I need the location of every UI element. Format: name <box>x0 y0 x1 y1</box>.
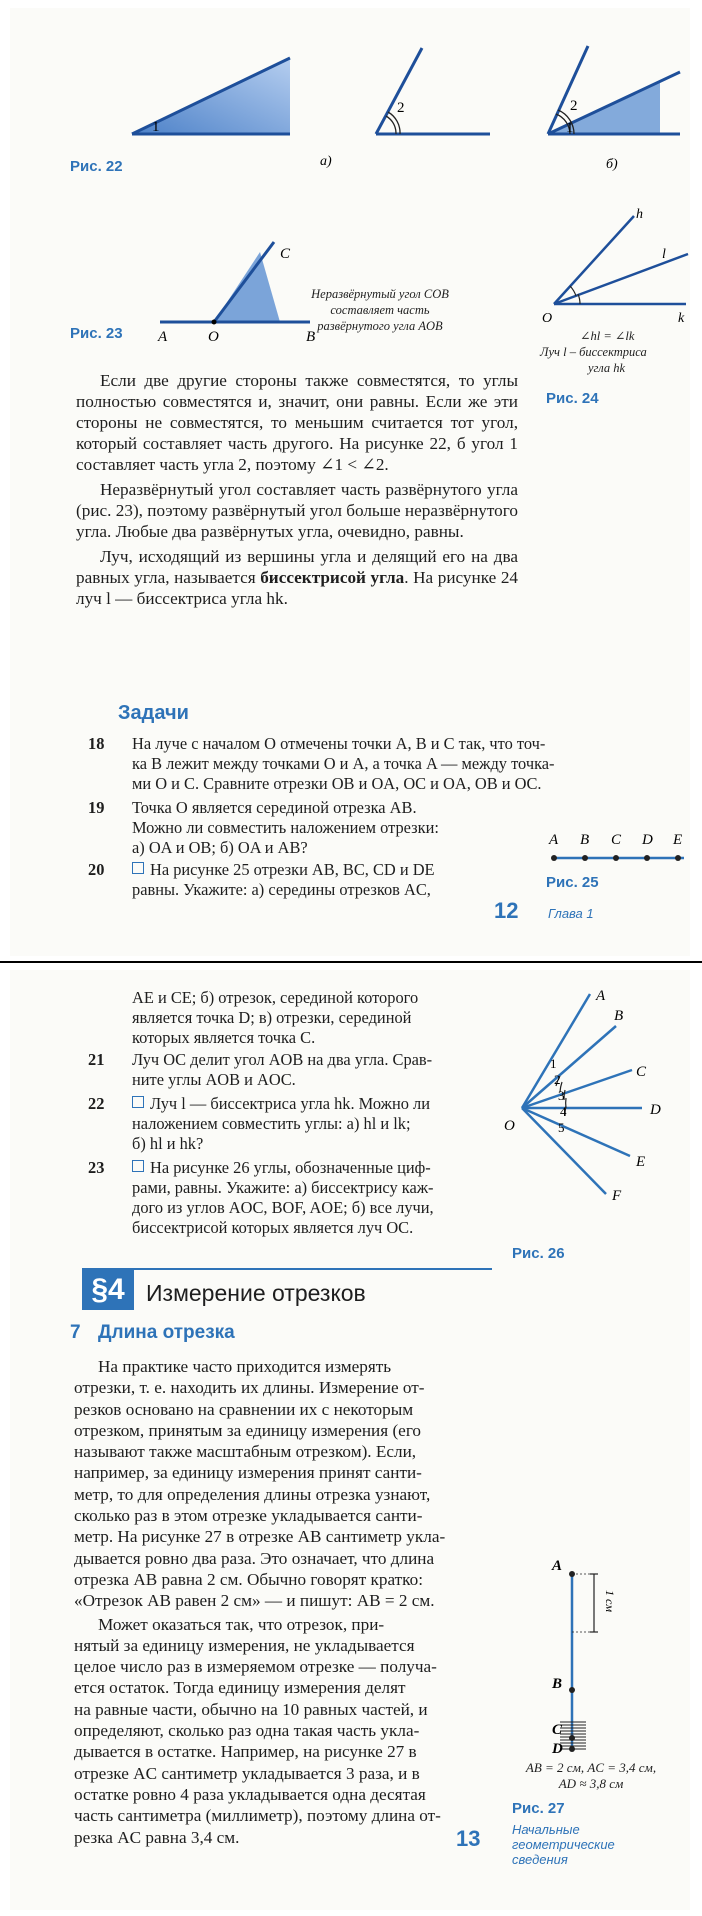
text-line: метр. На рисунке 27 в отрезке AB сантиметр укла- <box>74 1527 446 1547</box>
task-line: На луче с началом O отмечены точки A, B и C так, что точ- <box>132 734 546 753</box>
task-number: 18 <box>88 734 105 753</box>
point-b-label: B <box>552 1676 563 1692</box>
angle-cob-fill <box>214 252 280 322</box>
task-20-continued <box>88 988 518 1048</box>
fig26-angle-label: 2 <box>554 1072 561 1087</box>
subfigure-b-label: б) <box>606 157 618 172</box>
figure-22 <box>100 28 690 178</box>
task-line: которых является точка C. <box>132 1028 316 1047</box>
ray-h <box>554 216 634 304</box>
formula-line: AD ≈ 3,8 см <box>558 1776 624 1791</box>
fig26-ray-label: C <box>636 1064 647 1080</box>
fig26-ray-label: F <box>612 1188 622 1204</box>
page-number: 13 <box>456 1826 481 1851</box>
fig23-note-line: составляет часть <box>330 303 430 317</box>
fig26-caption: Рис. 26 <box>512 1245 565 1262</box>
task-19 <box>88 798 518 862</box>
fig22-caption: Рис. 22 <box>70 158 123 175</box>
task-text <box>132 798 439 858</box>
subfigure-a-label: а) <box>320 154 332 169</box>
subsection-number: 7 <box>70 1322 81 1343</box>
fig23-caption: Рис. 23 <box>70 325 123 342</box>
fig26-ray <box>522 1026 616 1108</box>
fig26-ray <box>522 1108 630 1156</box>
angle-1-label: 1 <box>152 119 160 135</box>
textbook-page-12 <box>10 8 690 956</box>
task-text <box>132 860 435 900</box>
task-line: б) hl и hk? <box>132 1134 204 1153</box>
task-20 <box>88 860 518 904</box>
fig24-note <box>540 328 690 376</box>
fig25-point <box>613 855 619 861</box>
text-line: остатке ровно 4 раза укладывается одна десятая <box>74 1784 426 1804</box>
main-text <box>74 1356 498 1848</box>
difficulty-square-icon <box>132 1160 144 1172</box>
task-line: наложением совместить углы: а) hl и lk; <box>132 1114 411 1133</box>
fig25-point <box>551 855 557 861</box>
text-line: отрезке AC сантиметр укладывается 3 раза, и в <box>74 1763 420 1783</box>
figure-26 <box>502 980 692 1230</box>
task-text <box>132 734 555 794</box>
fig23-note-line: Неразвёрнутый угол COB <box>311 287 449 301</box>
fig26-ray <box>522 994 590 1108</box>
task-number: 20 <box>88 860 105 879</box>
text-line: часть сантиметра (миллиметр), поэтому длина от- <box>74 1806 441 1826</box>
text-line: «Отрезок AB равен 2 см» — и пишут: AB = 2 см. <box>74 1591 435 1611</box>
task-line: ните углы AOB и AOC. <box>132 1070 296 1089</box>
point-a-label: A <box>158 329 168 345</box>
fig26-angle-label: 4 <box>560 1104 567 1119</box>
fig25-point-label: A <box>549 832 559 848</box>
difficulty-square-icon <box>132 1096 144 1108</box>
fig25-point-label: B <box>580 832 590 848</box>
text-line: ется остаток. Тогда единицу измерения делят <box>74 1678 406 1698</box>
task-line: ми O и C. Сравните отрезки OB и OA, OC и OA, OB и OC. <box>132 774 542 793</box>
chapter-label-line: Начальные <box>512 1822 580 1837</box>
text-line: отрезка AB равна 2 см. Обычно говорят кратко: <box>74 1569 423 1589</box>
task-line: Можно ли совместить наложением отрезки: <box>132 818 439 837</box>
fig26-ray <box>522 1070 632 1108</box>
text-line: резков основано на сравнении их с некоторым <box>74 1399 414 1419</box>
fig26-point-o-label: O <box>504 1118 515 1134</box>
fig25-point <box>675 855 681 861</box>
page-number: 12 <box>494 898 519 923</box>
point-d-label: D <box>552 1741 563 1757</box>
main-text <box>76 370 518 613</box>
paragraph-bisector-definition <box>76 546 518 609</box>
angle-b-2-label: 2 <box>570 98 578 114</box>
task-21 <box>88 1050 518 1092</box>
fig24-note-line: ∠hl = ∠lk <box>580 329 635 343</box>
task-line: AE и CE; б) отрезок, серединой которого <box>132 988 419 1007</box>
point-c-label: C <box>280 246 291 262</box>
fig25-point-label: E <box>673 832 683 848</box>
fig24-note-line: угла hk <box>588 361 626 375</box>
formula-line: AB = 2 см, AC = 3,4 см, <box>525 1760 657 1775</box>
textbook-page-13 <box>10 970 690 1910</box>
task-line: рами, равны. Укажите: а) биссектрису каж- <box>132 1178 434 1197</box>
text-line: отрезком, принятым за единицу измерения (его <box>74 1420 422 1440</box>
task-number: 23 <box>88 1158 105 1177</box>
paragraph-measurement <box>74 1356 498 1612</box>
fig26-angle-label: 3 <box>558 1088 565 1103</box>
task-22 <box>88 1094 518 1156</box>
text-line: дывается ровно два раза. Это означает, что длина <box>74 1548 435 1568</box>
angle-2a-side <box>376 48 422 134</box>
chapter-label-line: геометрические <box>512 1837 615 1852</box>
ray-l <box>554 254 688 304</box>
task-text <box>132 988 418 1048</box>
point-o-label: O <box>208 329 219 345</box>
point-a-label: A <box>552 1558 563 1574</box>
tasks-heading: Задачи <box>118 702 189 724</box>
task-line: равны. Укажите: а) середины отрезков AC, <box>132 880 431 899</box>
page-divider <box>0 961 702 963</box>
text-line: На практике часто приходится измерять <box>98 1357 392 1376</box>
task-number: 19 <box>88 798 105 817</box>
text-line: определяют, сколько раз одна такая часть укла- <box>74 1721 420 1741</box>
task-number: 21 <box>88 1050 105 1069</box>
fig25-point <box>644 855 650 861</box>
fig26-angle-label: 1 <box>550 1056 557 1071</box>
figure-24 <box>540 206 690 326</box>
ray-k-label: k <box>678 311 685 326</box>
fig25-point <box>582 855 588 861</box>
point-o-label: O <box>542 311 553 326</box>
task-text <box>132 1094 430 1154</box>
fig27-caption: Рис. 27 <box>512 1800 565 1817</box>
angle-2a-label: 2 <box>397 100 405 116</box>
task-18 <box>88 734 690 798</box>
text-line: отрезки, т. е. находить их длины. Измерение от- <box>74 1378 425 1398</box>
fig24-note-line: Луч l – биссектриса <box>540 345 647 359</box>
task-line: Луч OC делит угол AOB на два угла. Срав- <box>132 1050 433 1069</box>
unit-label: 1 см <box>603 1590 617 1612</box>
ray-l-label: l <box>662 247 666 262</box>
fig26-angle-label: 5 <box>558 1120 565 1135</box>
subsection-title: Длина отрезка <box>98 1322 235 1343</box>
text-line: целое число раз в измеряемом отрезке — получа- <box>74 1657 437 1677</box>
section-title: Измерение отрезков <box>146 1280 366 1306</box>
difficulty-square-icon <box>132 862 144 874</box>
fig24-caption: Рис. 24 <box>546 390 599 407</box>
task-line: На рисунке 25 отрезки AB, BC, CD и DE <box>150 860 435 879</box>
fig26-ray-label: E <box>636 1154 646 1170</box>
text-line: сколько раз в этом отрезке укладывается санти- <box>74 1506 423 1526</box>
text-span: . На рисунке 24 луч l — биссектриса угла hk. <box>76 568 519 608</box>
figure-27 <box>510 1560 640 1755</box>
task-line: биссектрисой которых является луч OC. <box>132 1218 414 1237</box>
figure-25 <box>546 826 690 870</box>
fig23-note-line: развёрнутого угла AOB <box>317 319 443 333</box>
task-line: На рисунке 26 углы, обозначенные циф- <box>150 1158 431 1177</box>
chapter-label <box>512 1822 615 1867</box>
term-bisector: биссектрисой угла <box>260 568 405 587</box>
text-line: например, за единицу измерения принят санти- <box>74 1463 422 1483</box>
fig25-point-label: C <box>611 832 622 848</box>
chapter-label: Глава 1 <box>548 906 594 921</box>
fig25-caption: Рис. 25 <box>546 874 599 891</box>
text-line: нятый за единицу измерения, не укладывается <box>74 1635 415 1655</box>
fig26-ray-label: A <box>596 988 606 1004</box>
fig25-point-label: D <box>642 832 653 848</box>
text-line: называют также масштабным отрезком). Если, <box>74 1442 417 1462</box>
text-line: метр, то для определения длины отрезка узнают, <box>74 1484 431 1504</box>
chapter-label-line: сведения <box>512 1852 568 1867</box>
point-b-label: B <box>306 329 316 345</box>
paragraph: Неразвёрнутый угол составляет часть развёрнутого угла (рис. 23), поэтому развёрнутый угол больше неразвёрнутого угла. Любые два развёрнутых угла, очевидно, равны. <box>76 480 518 541</box>
text-span: Луч, исходящий из вершины угла и делящий его на два равных угла, называется <box>76 547 518 587</box>
task-line: а) OA и OB; б) OA и AB? <box>132 838 308 857</box>
task-line: дого из углов AOC, BOF, AOE; б) все лучи, <box>132 1198 434 1217</box>
paragraph: Если две другие стороны также совместятся, то углы полностью совместятся и, значит, они равны. Если же эти стороны не совместятся, то меньшим считается тот угол, который составляет часть другого. На рисунке 22, б угол 1 составляет часть угла 2, поэтому ∠1 < ∠2. <box>76 371 518 474</box>
fig23-note <box>296 286 464 334</box>
text-line: дывается в остатке. Например, на рисунке 27 в <box>74 1742 417 1762</box>
text-line: резка AC равна 3,4 см. <box>74 1827 240 1847</box>
task-line: Луч l — биссектриса угла hk. Можно ли <box>150 1094 430 1113</box>
task-text <box>132 1158 434 1238</box>
angle-b-1-label: 1 <box>566 120 574 136</box>
fig26-ray-label: D <box>650 1102 661 1118</box>
task-line: Точка O является серединой отрезка AB. <box>132 798 417 817</box>
paragraph-remainder <box>74 1614 498 1848</box>
text-line: Может оказаться так, что отрезок, при- <box>98 1614 385 1634</box>
text-line: на равные части, обычно на 10 равных частей, и <box>74 1699 428 1719</box>
task-number: 22 <box>88 1094 105 1113</box>
ray-h-label: h <box>636 207 643 222</box>
point-c-label: C <box>552 1722 563 1738</box>
fig27-formula <box>496 1760 686 1792</box>
task-23 <box>88 1158 518 1240</box>
section-rule <box>82 1268 492 1270</box>
fig26-ray-label: B <box>614 1008 624 1024</box>
task-text <box>132 1050 432 1090</box>
task-line: ка B лежит между точками O и A, а точка A — между точка- <box>132 754 555 773</box>
task-line: является точка D; в) отрезки, серединой <box>132 1008 412 1027</box>
section-badge: §4 <box>82 1270 134 1310</box>
